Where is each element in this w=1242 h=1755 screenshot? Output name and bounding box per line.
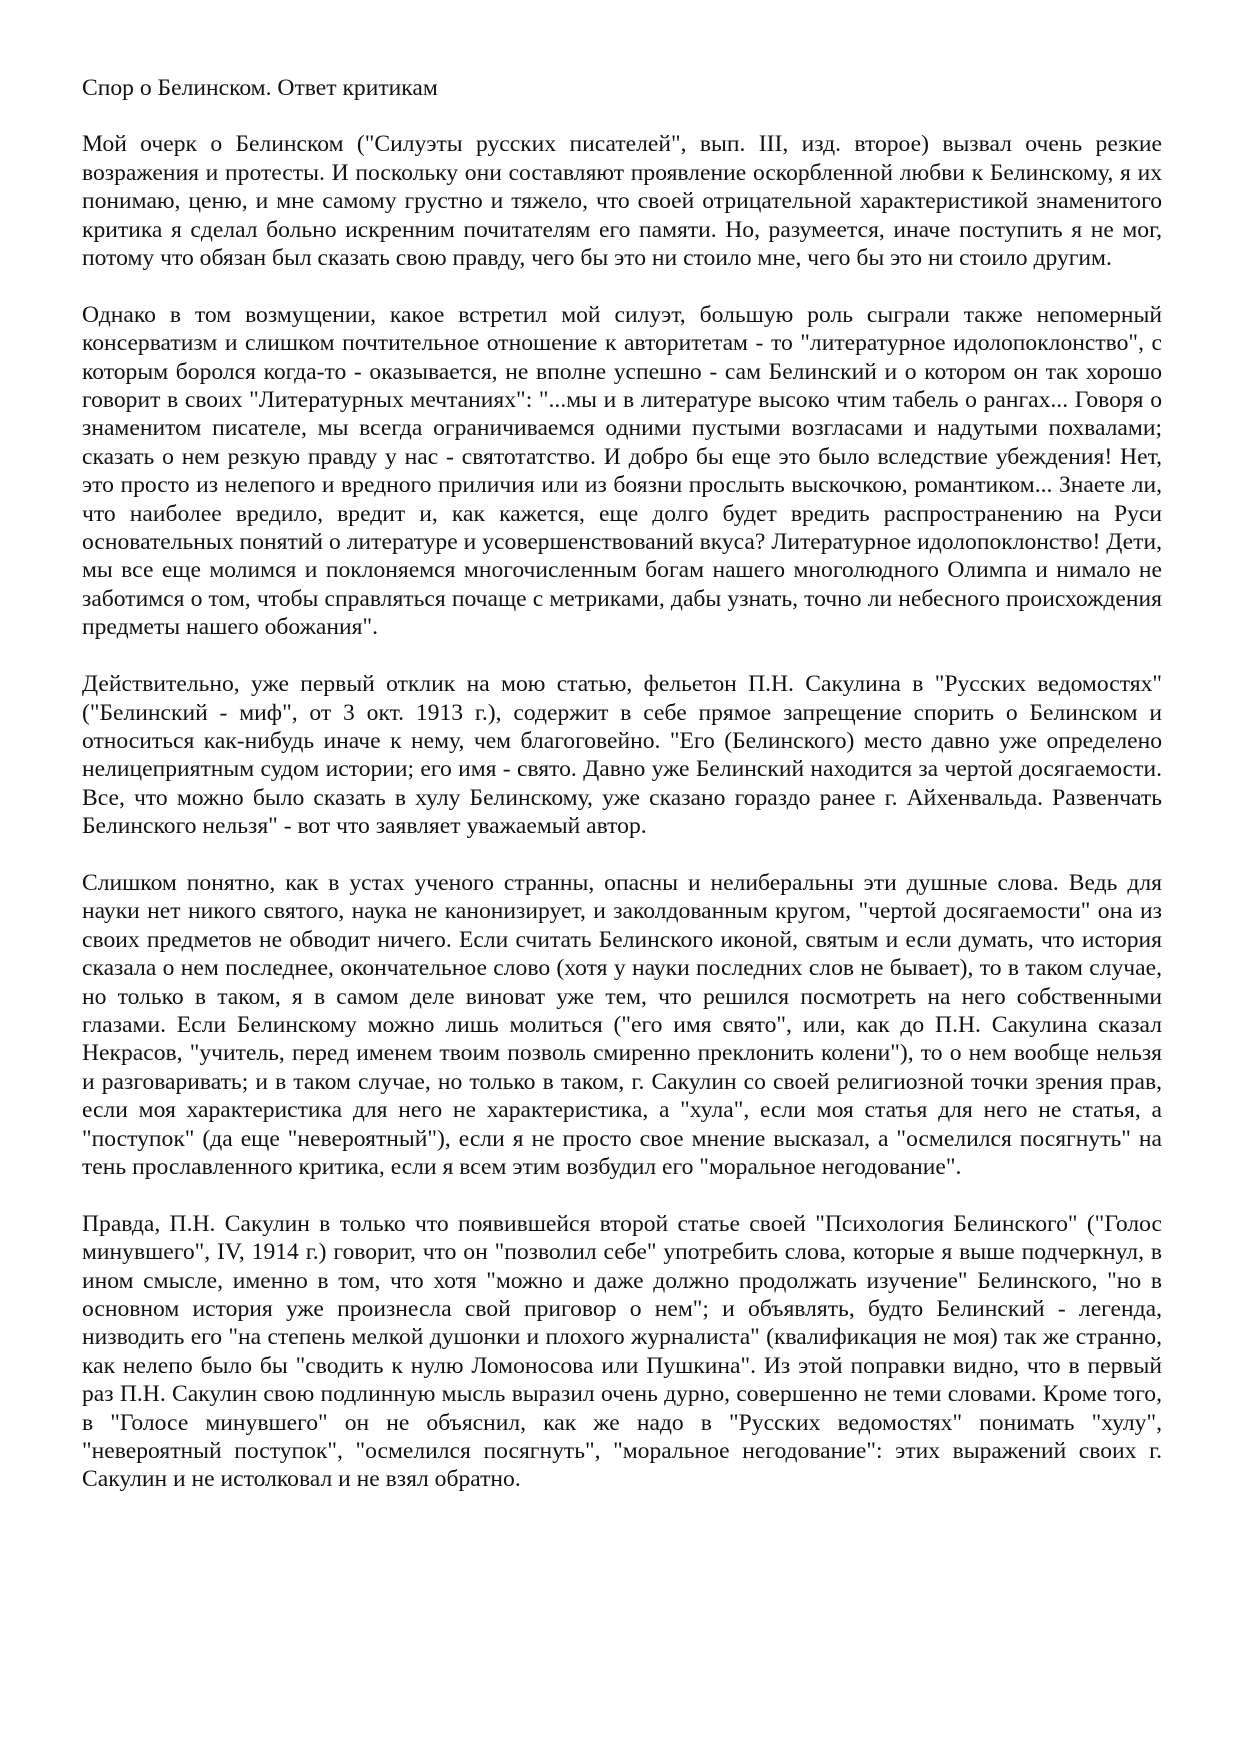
document-title: Спор о Белинском. Ответ критикам: [82, 75, 438, 101]
paragraph: Правда, П.Н. Сакулин в только что появившейся второй статье своей "Психология Белинского" ("Голос минувшего", IV, 1914 г.) говорит, что он "позволил себе" употребить слова, которые я выше подчеркнул, в ином смысле, именно в том, что хотя "можно и даже должно продолжать изучение" Белинского, "но в основном история уже произнесла свой приговор о нем"; и объявлять, будто Белинский - легенда, низводить его "на степень мелкой душонки и плохого журналиста" (квалификация не моя) так же странно, как нелепо было бы "сводить к нулю Ломоносова или Пушкина". Из этой поправки видно, что в первый раз П.Н. Сакулин свою подлинную мысль выразил очень дурно, совершенно не теми словами. Кроме того, в "Голосе минувшего" он не объяснил, как же надо в "Русских ведомостях" понимать "хулу", "невероятный поступок", "осмелился посягнуть", "моральное негодование": этих выражений своих г. Сакулин и не истолковал и не взял обратно.: [82, 1210, 1162, 1493]
paragraph: Мой очерк о Белинском ("Силуэты русских писателей", вып. III, изд. второе) вызвал очень резкие возражения и протесты. И поскольку они составляют проявление оскорбленной любви к Белинскому, я их понимаю, ценю, и мне самому грустно и тяжело, что своей отрицательной характеристикой знаменитого критика я сделал больно искренним почитателям его памяти. Но, разумеется, иначе поступить я не мог, потому что обязан был сказать свою правду, чего бы это ни стоило мне, чего бы это ни стоило другим.: [82, 131, 1162, 272]
paragraph: Слишком понятно, как в устах ученого странны, опасны и нелиберальны эти душные слова. Ведь для науки нет никого святого, наука не канонизирует, и заколдованным кругом, "чертой досягаемости" она из своих предметов не обводит ничего. Если считать Белинского иконой, святым и если думать, что история сказала о нем последнее, окончательное слово (хотя у науки последних слов не бывает), то в таком случае, но только в таком, я в самом деле виноват уже тем, что решился посмотреть на него собственными глазами. Если Белинскому можно лишь молиться ("его имя свято", или, как до П.Н. Сакулина сказал Некрасов, "учитель, перед именем твоим позволь смиренно преклонить колени"), то о нем вообще нельзя и разговаривать; и в таком случае, но только в таком, г. Сакулин со своей религиозной точки зрения прав, если моя характеристика для него не характеристика, а "хула", если моя статья для него не статья, а "поступок" (да еще "невероятный"), если я не просто свое мнение высказал, а "осмелился посягнуть" на тень прославленного критика, если я всем этим возбудил его "моральное негодование".: [82, 869, 1162, 1180]
paragraph: Действительно, уже первый отклик на мою статью, фельетон П.Н. Сакулина в "Русских ведомостях" ("Белинский - миф", от 3 окт. 1913 г.), содержит в себе прямое запрещение спорить о Белинском и относиться как-нибудь иначе к нему, чем благоговейно. "Его (Белинского) место давно уже определено нелицеприятным судом истории; его имя - свято. Давно уже Белинский находится за чертой досягаемости. Все, что можно было сказать в хулу Белинскому, уже сказано гораздо ранее г. Айхенвальда. Развенчать Белинского нельзя" - вот что заявляет уважаемый автор.: [82, 671, 1162, 840]
document-page: [82, 74, 1162, 1522]
paragraph: Однако в том возмущении, какое встретил мой силуэт, большую роль сыграли также непомерный консерватизм и слишком почтительное отношение к авторитетам - то "литературное идолопоклонство", с которым боролся когда-то - оказывается, не вполне успешно - сам Белинский и о котором он так хорошо говорит в своих "Литературных мечтаниях": "...мы и в литературе высоко чтим табель о рангах... Говоря о знаменитом писателе, мы всегда ограничиваемся одними пустыми возгласами и надутыми похвалами; сказать о нем резкую правду у нас - святотатство. И добро бы еще это было вследствие убеждения! Нет, это просто из нелепого и вредного приличия или из боязни прослыть выскочкою, романтиком... Знаете ли, что наиболее вредило, вредит и, как кажется, еще долго будет вредить распространению на Руси основательных понятий о литературе и усовершенствований вкуса? Литературное идолопоклонство! Дети, мы все еще молимся и поклоняемся многочисленным богам нашего многолюдного Олимпа и нимало не заботимся о том, чтобы справляться почаще с метриками, дабы узнать, точно ли небесного происхождения предметы нашего обожания".: [82, 301, 1162, 641]
